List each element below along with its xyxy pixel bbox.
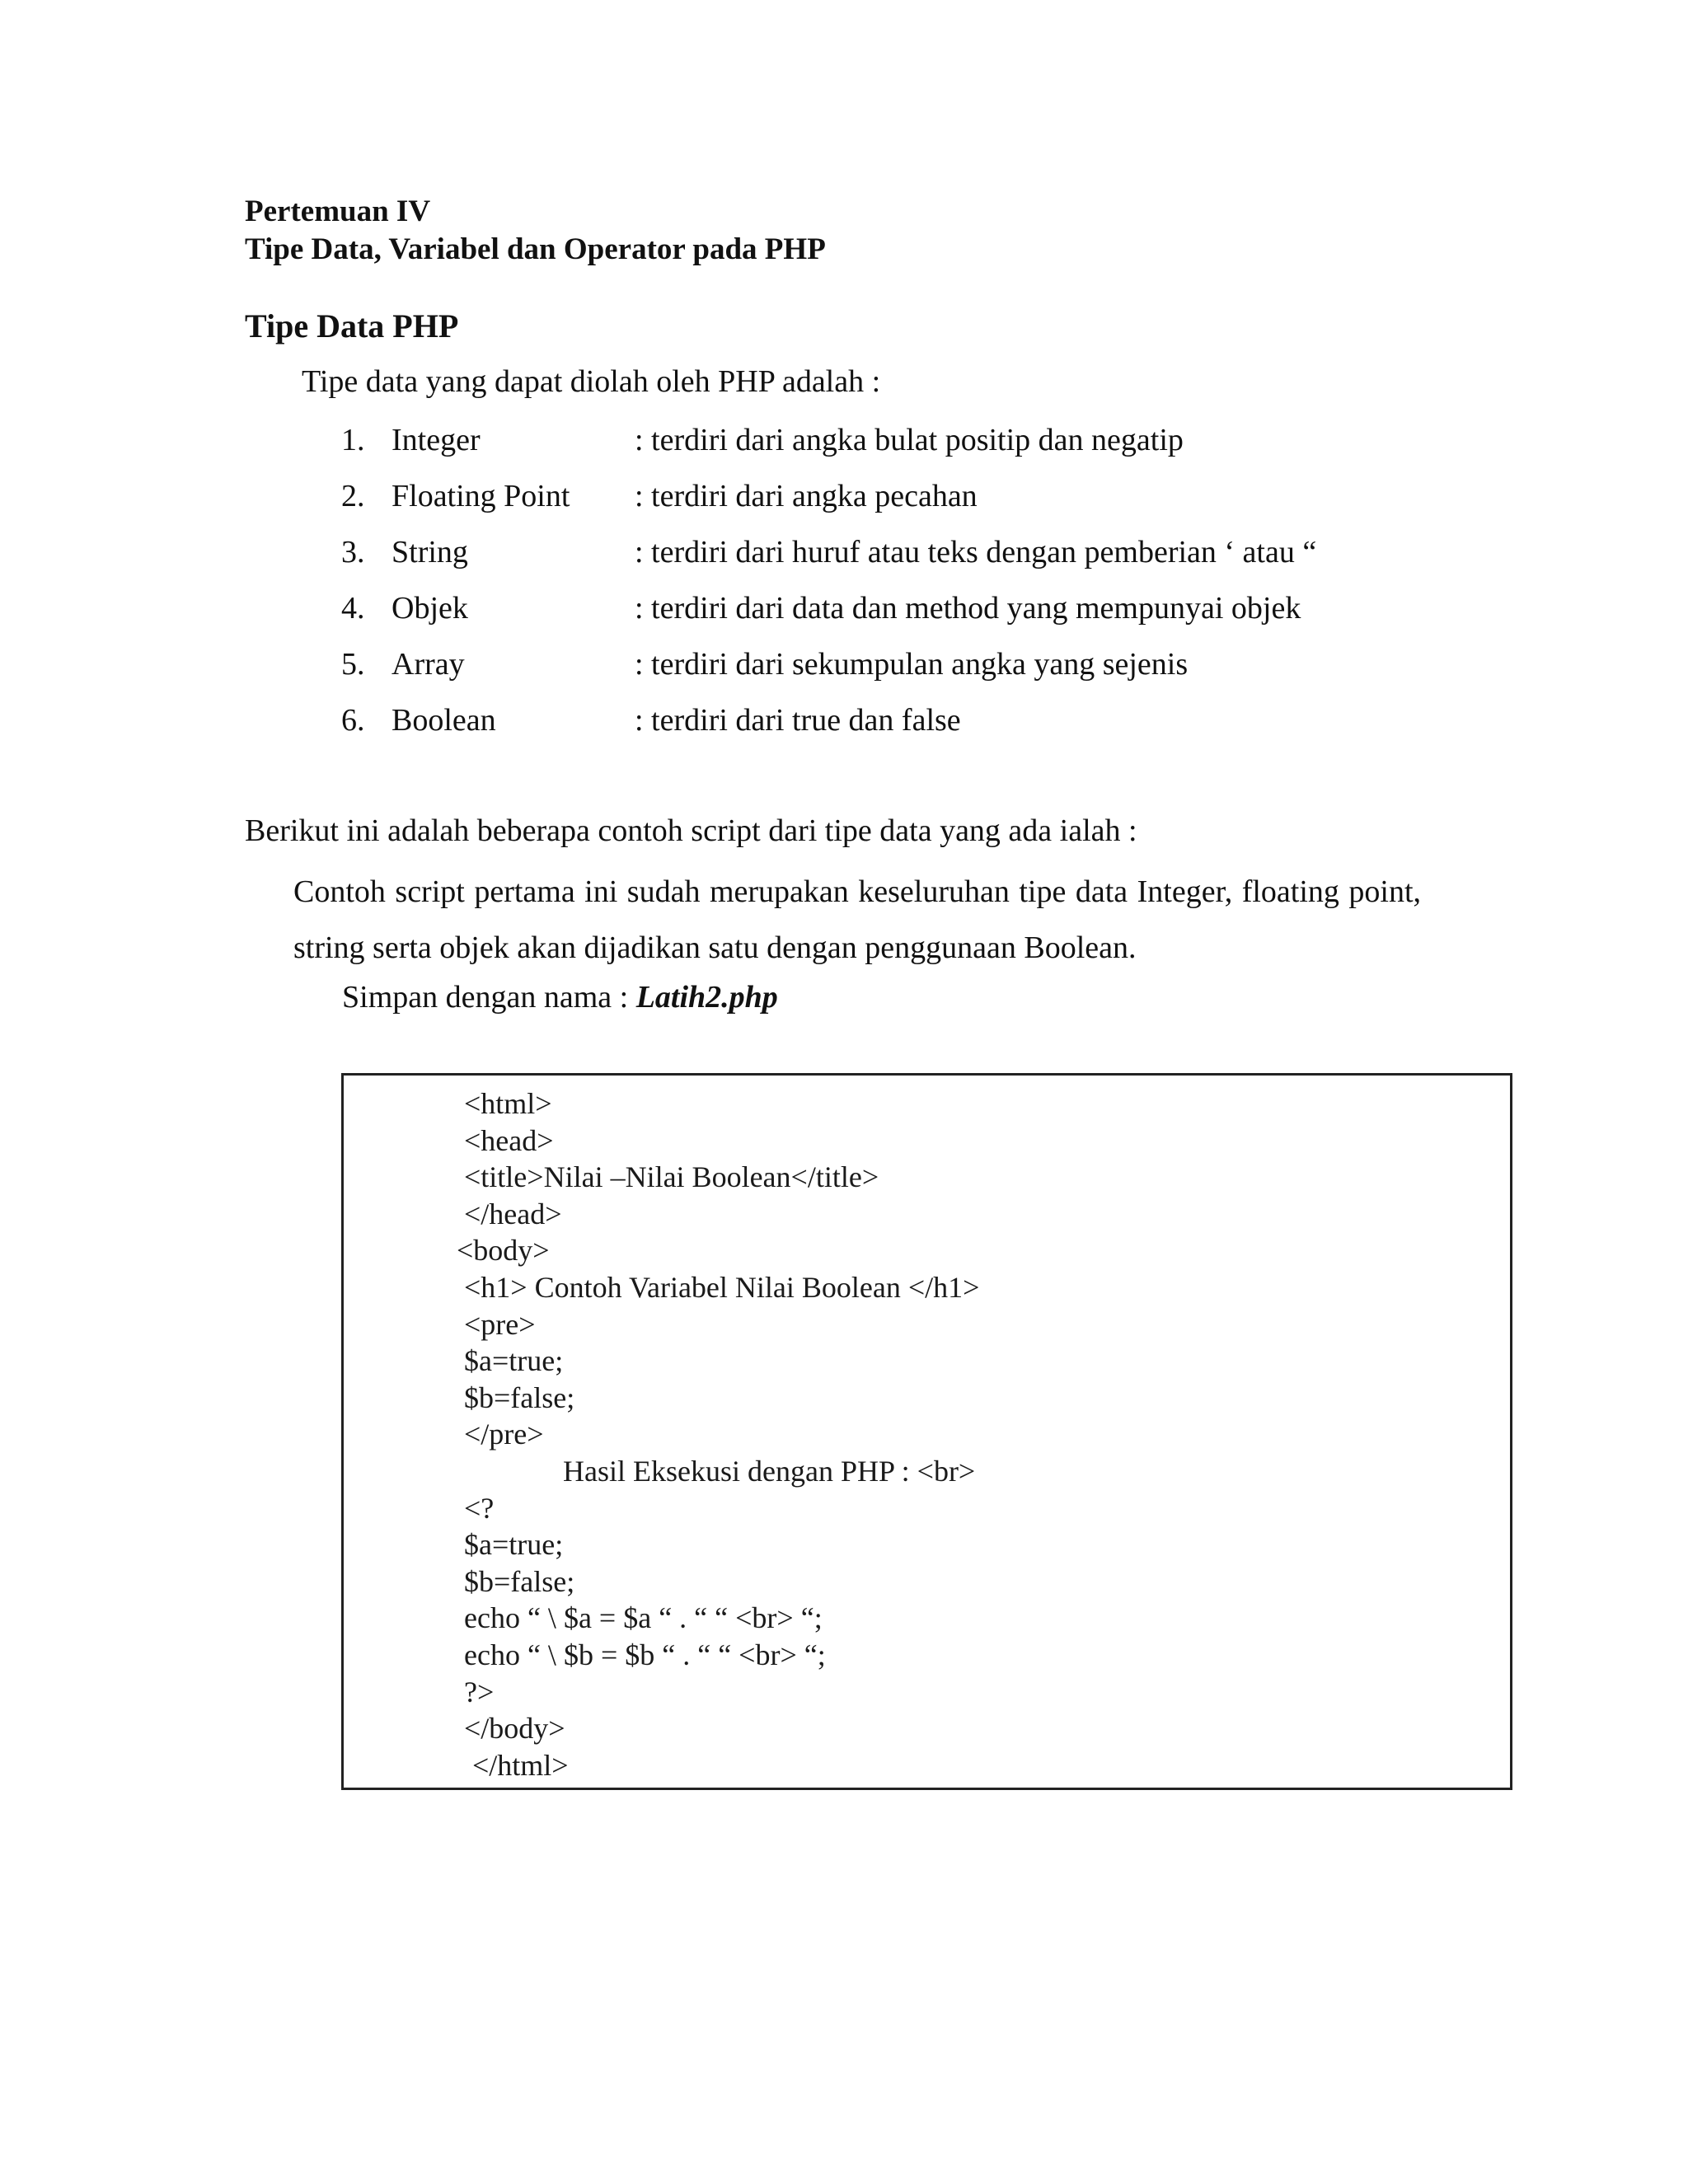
code-line: $b=false; [464, 1564, 575, 1598]
code-line: echo “ \ $a = $a “ . “ “ <br> “; [464, 1601, 823, 1635]
examples-intro: Berikut ini adalah beberapa contoh script dari tipe data yang ada ialah : [245, 813, 1137, 848]
code-line: $a=true; [464, 1344, 564, 1378]
list-item-description: : terdiri dari true dan false [635, 703, 961, 738]
code-line: </html> [472, 1748, 569, 1782]
list-item-name: Integer [392, 423, 481, 457]
list-item-number: 1. [341, 423, 365, 457]
save-instruction [342, 977, 778, 1017]
code-line: Hasil Eksekusi dengan PHP : <br> [563, 1454, 976, 1488]
code-line: $b=false; [464, 1380, 575, 1414]
list-item-name: Array [392, 647, 465, 682]
list-item-name: Boolean [392, 703, 496, 738]
list-item-description: : terdiri dari sekumpulan angka yang sejenis [635, 647, 1189, 682]
code-line: <? [464, 1491, 495, 1525]
list-item-description: : terdiri dari data dan method yang mempunyai objek [635, 591, 1301, 626]
code-line: $a=true; [464, 1528, 564, 1562]
code-line: <title>Nilai –Nilai Boolean</title> [464, 1160, 879, 1194]
code-line: <html> [464, 1087, 552, 1120]
list-item-number: 2. [341, 479, 365, 513]
code-line: ?> [464, 1675, 495, 1708]
code-line: <head> [464, 1123, 554, 1157]
save-label: Simpan dengan nama : [342, 980, 636, 1015]
section-heading: Tipe Data PHP [245, 307, 459, 344]
list-item-number: 6. [341, 703, 365, 738]
list-item-description: : terdiri dari angka pecahan [635, 479, 978, 513]
save-filename: Latih2.php [635, 980, 778, 1015]
list-item-number: 4. [341, 591, 365, 626]
list-item-name: Objek [392, 591, 468, 626]
list-item-name: String [392, 535, 468, 569]
list-item-name: Floating Point [392, 479, 570, 513]
code-listing-box [341, 1073, 1512, 1790]
code-line: </body> [464, 1712, 565, 1746]
code-line: <body> [457, 1234, 550, 1268]
code-line: </head> [464, 1197, 562, 1230]
list-item-description: : terdiri dari huruf atau teks dengan pemberian ‘ atau “ [635, 535, 1317, 569]
code-line: echo “ \ $b = $b “ . “ “ <br> “; [464, 1638, 826, 1671]
code-listing [344, 1085, 979, 1783]
section-intro: Tipe data yang dapat diolah oleh PHP adalah : [302, 364, 881, 399]
list-item-number: 5. [341, 647, 365, 682]
code-line: </pre> [464, 1418, 544, 1451]
list-item-description: : terdiri dari angka bulat positip dan negatip [635, 423, 1184, 457]
list-item-number: 3. [341, 535, 365, 569]
code-line: <h1> Contoh Variabel Nilai Boolean </h1> [464, 1270, 980, 1304]
document-title: Tipe Data, Variabel dan Operator pada PHP [245, 232, 826, 266]
meeting-label: Pertemuan IV [245, 194, 431, 228]
examples-description: Contoh script pertama ini sudah merupakan keseluruhan tipe data Integer, floating point, string serta objek akan dijadikan satu dengan penggunaan Boolean. [293, 874, 1421, 965]
code-line: <pre> [464, 1307, 536, 1341]
